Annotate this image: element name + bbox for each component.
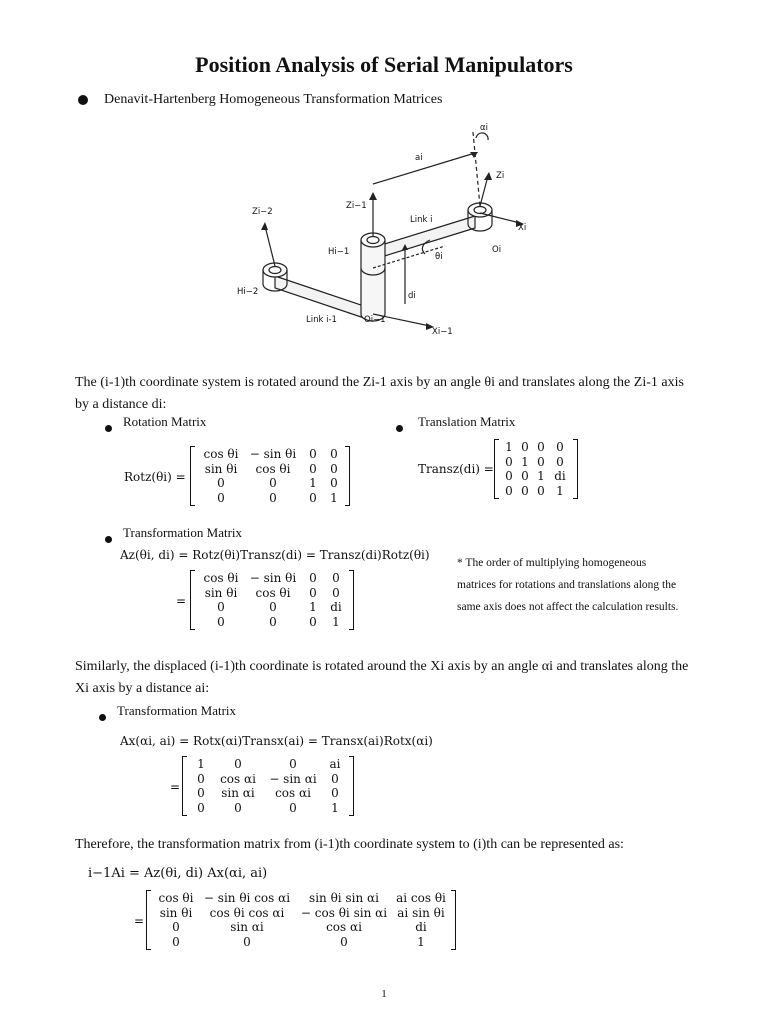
- matrix-cell: di: [554, 469, 566, 483]
- rotation-lhs: Rotz(θi) =: [124, 470, 186, 484]
- page-title: Position Analysis of Serial Manipulators: [195, 52, 573, 77]
- matrix-cell: 0: [269, 600, 277, 614]
- matrix-cell: 0: [289, 800, 297, 815]
- fig-label-d: di: [408, 291, 416, 301]
- matrix-cell: 0: [331, 786, 339, 800]
- matrix-cell: 0: [197, 800, 205, 815]
- matrix-cell: ai: [329, 757, 341, 771]
- matrix-cell: 1: [417, 934, 425, 949]
- transform-x-equation: Ax(αi, ai) = Rotx(αi)Transx(ai) = Transx(ai)Rotx(αi): [120, 734, 433, 748]
- matrix-cell: 1: [556, 483, 564, 498]
- fig-label-link-im1: Link i-1: [306, 315, 337, 325]
- matrix-cell: 0: [330, 476, 338, 490]
- matrix-cell: 0: [556, 454, 564, 469]
- matrix-cell: cos αi: [275, 786, 311, 800]
- matrix-cell: sin θi: [159, 905, 193, 920]
- matrix-cell: 0: [217, 614, 225, 629]
- matrix-cell: − cos θi sin αi: [300, 905, 388, 920]
- matrix-cell: 0: [234, 757, 242, 771]
- matrix-cell: 0: [269, 476, 277, 490]
- matrix-cell: sin αi: [230, 920, 264, 934]
- matrix-cell: 0: [505, 469, 513, 483]
- matrix-cell: sin αi: [221, 786, 255, 800]
- transform-z-label: Transformation Matrix: [123, 525, 243, 540]
- fig-label-xi: Xi: [518, 223, 527, 233]
- matrix-cell: cos θi: [203, 571, 239, 585]
- matrix-cell: 0: [234, 800, 242, 815]
- matrix-cell: 1: [537, 469, 545, 483]
- transform-z-equation: Az(θi, di) = Rotz(θi)Transz(di) = Transz(di)Rotz(θi): [120, 548, 430, 562]
- paragraph-z-rotation: The (i-1)th coordinate system is rotated around the Zi-1 axis by an angle θi and translates along the Zi-1 axis by a distance di:: [75, 375, 684, 412]
- fig-label-zi: Zi: [496, 171, 505, 181]
- matrix-cell: ai sin θi: [397, 905, 445, 920]
- matrix-cell: 1: [309, 476, 317, 490]
- matrix-cell: 0: [243, 934, 251, 949]
- matrix-cell: cos αi: [326, 920, 362, 934]
- matrix-cell: 0: [217, 600, 225, 614]
- matrix-cell: 0: [197, 786, 205, 800]
- matrix-cell: − sin θi: [249, 447, 297, 461]
- paragraph-x-rotation: Similarly, the displaced (i-1)th coordinate is rotated around the Xi axis by an angle αi and translates along the Xi axis by a distance ai:: [75, 659, 689, 696]
- rotation-matrix: [190, 446, 350, 506]
- matrix-cell: 1: [332, 614, 340, 629]
- matrix-cell: 0: [309, 447, 317, 461]
- fig-label-xim1: Xi−1: [432, 327, 453, 337]
- matrix-cell: 0: [289, 757, 297, 771]
- final-equation: i−1Ai = Az(θi, di) Ax(αi, ai): [88, 866, 268, 881]
- fig-label-alpha: αi: [480, 123, 488, 133]
- final-matrix: [146, 890, 456, 950]
- matrix-cell: ai cos θi: [396, 891, 446, 905]
- matrix-cell: 1: [330, 490, 338, 505]
- matrix-cell: − sin αi: [269, 771, 317, 786]
- matrix-cell: 0: [172, 920, 180, 934]
- matrix-cell: 1: [505, 440, 513, 454]
- matrix-cell: 0: [217, 476, 225, 490]
- translation-matrix: [494, 439, 578, 499]
- matrix-cell: 0: [521, 440, 529, 454]
- fig-label-a: ai: [415, 153, 423, 163]
- matrix-cell: 0: [309, 461, 317, 476]
- matrix-cell: 0: [537, 440, 545, 454]
- matrix-cell: 0: [505, 483, 513, 498]
- matrix-cell: sin θi sin αi: [309, 891, 379, 905]
- order-note: * The order of multiplying homogeneous matrices for rotations and translations along the same axis does not affect the calculation results.: [457, 557, 679, 613]
- translation-lhs: Transz(di) =: [418, 462, 494, 476]
- matrix-cell: 0: [309, 571, 317, 585]
- fig-label-him2: Hi−2: [237, 287, 259, 297]
- matrix-cell: di: [415, 920, 427, 934]
- fig-label-zim1: Zi−1: [346, 201, 367, 211]
- fig-label-theta: θi: [435, 252, 443, 262]
- matrix-cell: cos θi: [255, 461, 291, 476]
- matrix-cell: 0: [330, 447, 338, 461]
- matrix-cell: 0: [309, 585, 317, 600]
- fig-label-zim2: Zi−2: [252, 207, 273, 217]
- transform-x-label: Transformation Matrix: [117, 703, 237, 718]
- matrix-cell: 0: [505, 454, 513, 469]
- matrix-cell: 1: [309, 600, 317, 614]
- transform-x-matrix: [182, 756, 354, 816]
- matrix-cell: 0: [332, 585, 340, 600]
- fig-label-oi: Oi: [492, 245, 502, 255]
- matrix-cell: 0: [340, 934, 348, 949]
- matrix-cell: 0: [537, 483, 545, 498]
- section-heading: Denavit-Hartenberg Homogeneous Transformation Matrices: [104, 92, 443, 107]
- matrix-cell: sin θi: [204, 461, 238, 476]
- matrix-cell: cos θi cos αi: [209, 905, 285, 920]
- matrix-cell: 0: [537, 454, 545, 469]
- matrix-cell: di: [330, 600, 342, 614]
- matrix-cell: 0: [330, 461, 338, 476]
- matrix-cell: 0: [332, 571, 340, 585]
- matrix-cell: 0: [309, 490, 317, 505]
- matrix-cell: 0: [269, 490, 277, 505]
- matrix-cell: cos θi: [158, 891, 194, 905]
- matrix-cell: 0: [521, 469, 529, 483]
- fig-label-him1: Hi−1: [328, 247, 350, 257]
- dh-link-figure: [230, 118, 550, 348]
- fig-label-oim1: Oi−1: [364, 315, 386, 325]
- matrix-cell: 0: [556, 440, 564, 454]
- matrix-cell: − sin θi: [249, 571, 297, 585]
- matrix-cell: sin θi: [204, 585, 238, 600]
- rotation-matrix-label: Rotation Matrix: [123, 414, 207, 429]
- section-bullet: [78, 92, 88, 110]
- matrix-cell: 1: [197, 757, 205, 771]
- matrix-cell: 1: [331, 800, 339, 815]
- transform-z-matrix: [190, 570, 354, 630]
- translation-matrix-label: Translation Matrix: [418, 414, 516, 429]
- matrix-cell: 0: [269, 614, 277, 629]
- fig-label-link-i: Link i: [410, 215, 433, 225]
- matrix-cell: − sin θi cos αi: [203, 891, 291, 905]
- matrix-cell: 0: [331, 771, 339, 786]
- matrix-cell: cos θi: [203, 447, 239, 461]
- matrix-cell: 0: [309, 614, 317, 629]
- matrix-cell: 0: [197, 771, 205, 786]
- matrix-cell: 1: [521, 454, 529, 469]
- matrix-cell: 0: [172, 934, 180, 949]
- paragraph-composite: Therefore, the transformation matrix from (i-1)th coordinate system to (i)th can be represented as:: [75, 837, 624, 852]
- matrix-cell: 0: [521, 483, 529, 498]
- page-number: 1: [381, 988, 387, 1000]
- matrix-cell: cos θi: [255, 585, 291, 600]
- matrix-cell: cos αi: [220, 771, 256, 786]
- matrix-cell: 0: [217, 490, 225, 505]
